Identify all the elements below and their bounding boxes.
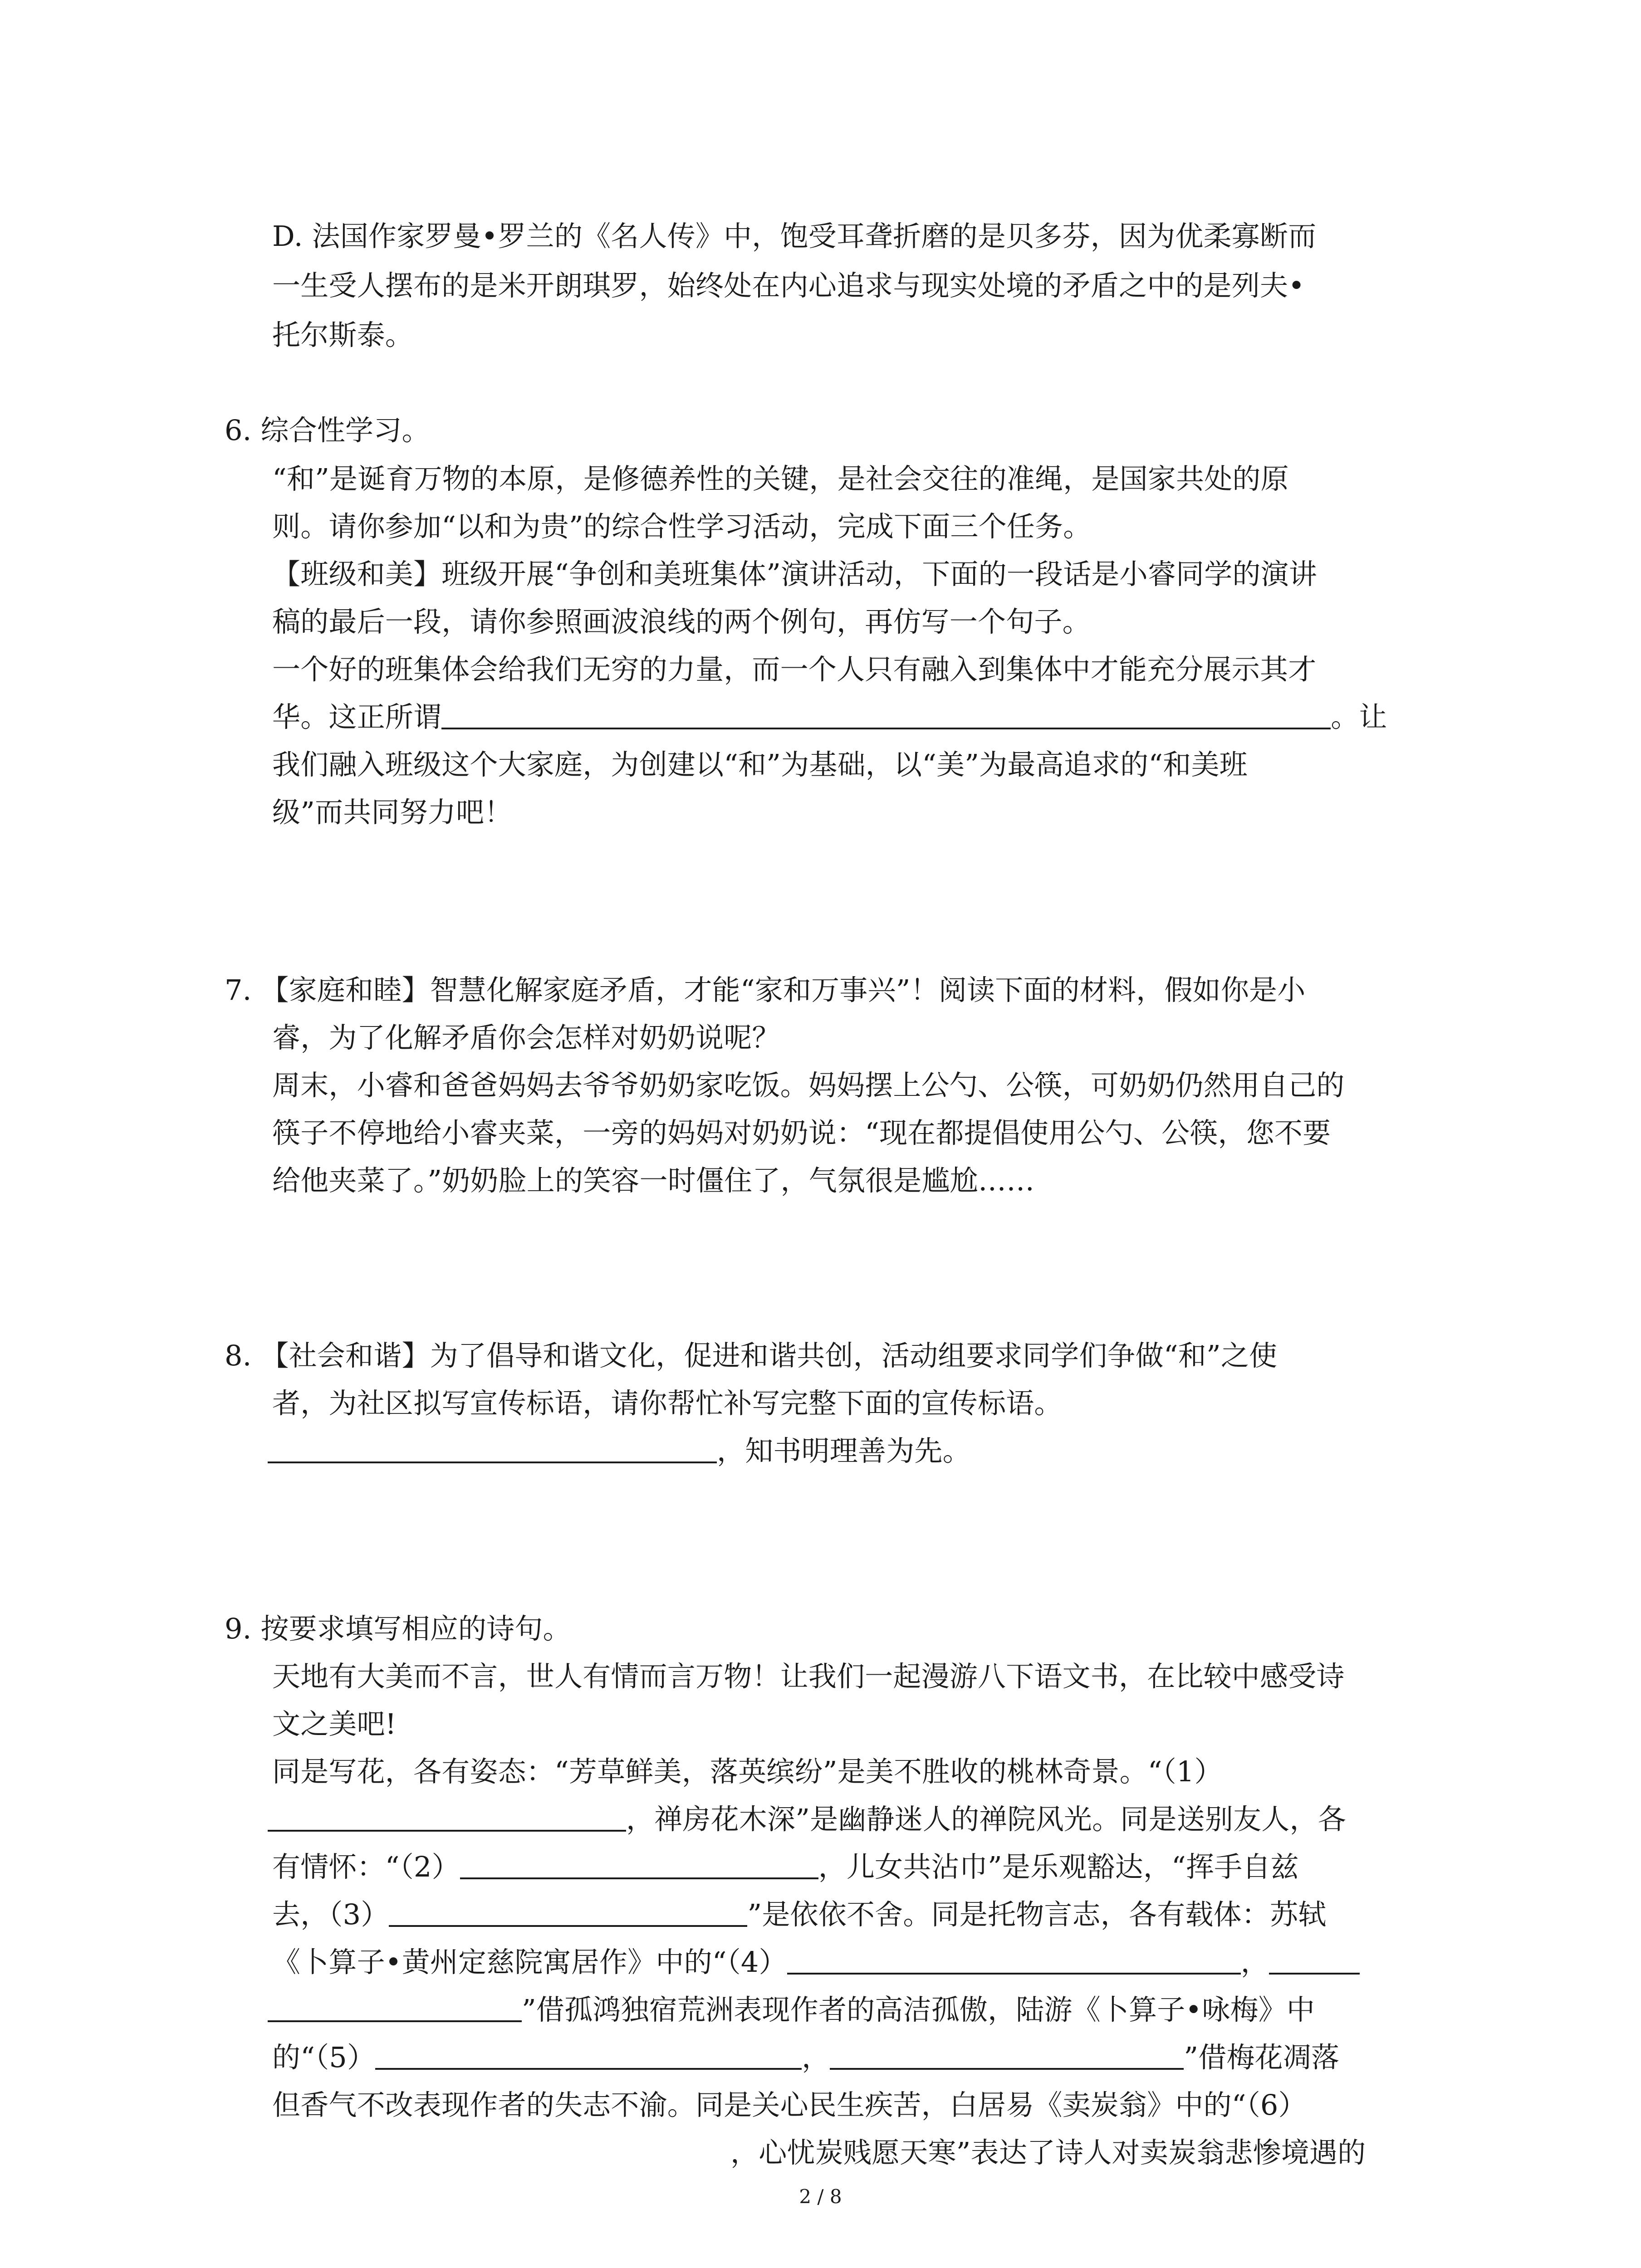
page-number: 2 / 8 bbox=[799, 2185, 842, 2208]
question-9-line-11: 但香气不改表现作者的失志不渝。同是关心民生疾苦，白居易《卖炭翁》中的“（6） bbox=[272, 2088, 1307, 2121]
question-6-speech-line-3: 我们融入班级这个大家庭，为创建以“和”为基础，以“美”为最高追求的“和美班 bbox=[272, 748, 1248, 781]
question-9-line-8-text-a: 《卜算子•黄州定慈院寓居作》中的“（4） bbox=[272, 1945, 787, 1979]
question-9-line-3: 文之美吧! bbox=[272, 1707, 397, 1740]
answer-blank-q9-1[interactable] bbox=[268, 1805, 626, 1832]
question-9-line-6-text-a: 有情怀：“（2） bbox=[272, 1850, 460, 1883]
question-6-intro-line-1: “和”是诞育万物的本原，是修德养性的关键，是社会交往的准绳，是国家共处的原 bbox=[272, 462, 1289, 495]
question-9-line-10-text-c: ”借梅花凋落 bbox=[1184, 2041, 1340, 2074]
option-d-line-3: 托尔斯泰。 bbox=[272, 318, 414, 352]
question-9-line-9 bbox=[268, 1993, 1315, 2026]
answer-blank-q9-4b-start[interactable] bbox=[1269, 1948, 1360, 1975]
question-9-line-10-text-b: ， bbox=[802, 2041, 830, 2074]
question-9-line-6-text-b: ，儿女共沾巾”是乐观豁达，“挥手自兹 bbox=[818, 1850, 1299, 1883]
answer-blank-q9-3[interactable] bbox=[389, 1901, 747, 1927]
question-9-line-7-text-b: ”是依依不舍。同是托物言志，各有载体：苏轼 bbox=[747, 1898, 1327, 1931]
question-9-line-2: 天地有大美而不言，世人有情而言万物！让我们一起漫游八下语文书，在比较中感受诗 bbox=[272, 1660, 1345, 1693]
speech-text-after-blank: 。让 bbox=[1331, 700, 1387, 733]
question-6-title: 6. 综合性学习。 bbox=[225, 414, 430, 447]
option-d-line-1: D. 法国作家罗曼•罗兰的《名人传》中，饱受耳聋折磨的是贝多芬，因为优柔寡断而 bbox=[272, 220, 1317, 253]
question-9-line-9-text: ”借孤鸿独宿荒洲表现作者的高洁孤傲，陆游《卜算子•咏梅》中 bbox=[522, 1993, 1315, 2026]
question-9-line-6 bbox=[272, 1850, 1299, 1883]
question-7-line-2: 睿，为了化解矛盾你会怎样对奶奶说呢？ bbox=[272, 1021, 780, 1054]
question-9-line-4: 同是写花，各有姿态：“芳草鲜美，落英缤纷”是美不胜收的桃林奇景。“（1） bbox=[272, 1755, 1223, 1788]
question-9-line-7-text-a: 去，（3） bbox=[272, 1898, 389, 1931]
speech-text-before-blank: 华。这正所谓 bbox=[272, 700, 442, 733]
question-6-task-line-1: 【班级和美】班级开展“争创和美班集体”演讲活动，下面的一段话是小睿同学的演讲 bbox=[272, 557, 1317, 591]
slogan-text-after-blank: ，知书明理善为先。 bbox=[717, 1434, 971, 1467]
question-6-task-line-2: 稿的最后一段，请你参照画波浪线的两个例句，再仿写一个句子。 bbox=[272, 605, 1091, 638]
question-7-line-3: 周末，小睿和爸爸妈妈去爷爷奶奶家吃饭。妈妈摆上公勺、公筷，可奶奶仍然用自己的 bbox=[272, 1069, 1345, 1102]
option-d-line-2: 一生受人摆布的是米开朗琪罗，始终处在内心追求与现实处境的矛盾之中的是列夫• bbox=[272, 269, 1305, 302]
question-9-line-12: ，心忧炭贱愿天寒”表达了诗人对卖炭翁悲惨境遇的 bbox=[730, 2136, 1366, 2169]
answer-blank-q6[interactable] bbox=[441, 703, 1331, 729]
question-6-speech-line-2 bbox=[272, 700, 1387, 733]
question-7-line-4: 筷子不停地给小睿夹菜，一旁的妈妈对奶奶说：“现在都提倡使用公勺、公筷，您不要 bbox=[272, 1116, 1331, 1149]
answer-blank-q9-5a[interactable] bbox=[375, 2043, 802, 2070]
question-9-line-7 bbox=[272, 1898, 1327, 1931]
question-9-line-10 bbox=[272, 2043, 1339, 2072]
question-8-line-2: 者，为社区拟写宣传标语，请你帮忙补写完整下面的宣传标语。 bbox=[272, 1387, 1063, 1420]
question-8-slogan-line bbox=[268, 1434, 971, 1467]
question-8-line-1: 8. 【社会和谐】为了倡导和谐文化，促进和谐共创，活动组要求同学们争做“和”之使 bbox=[225, 1339, 1278, 1372]
question-6-intro-line-2: 则。请你参加“以和为贵”的综合性学习活动，完成下面三个任务。 bbox=[272, 510, 1092, 543]
answer-blank-q9-4a[interactable] bbox=[787, 1948, 1241, 1975]
question-9-line-8 bbox=[272, 1945, 1360, 1979]
question-9-line-1: 9. 按要求填写相应的诗句。 bbox=[225, 1612, 571, 1645]
answer-blank-q9-5b[interactable] bbox=[830, 2043, 1184, 2070]
question-7-line-5: 给他夹菜了。”奶奶脸上的笑容一时僵住了，气氛很是尴尬…… bbox=[272, 1164, 1035, 1197]
question-6-speech-line-4: 级”而共同努力吧！ bbox=[272, 796, 513, 829]
answer-blank-q9-2[interactable] bbox=[460, 1853, 818, 1879]
question-9-line-10-text-a: 的“（5） bbox=[272, 2041, 376, 2074]
answer-blank-q9-4b-end[interactable] bbox=[268, 1996, 522, 2022]
question-9-line-5-text: ，禅房花木深”是幽静迷人的禅院风光。同是送别友人，各 bbox=[626, 1803, 1346, 1836]
answer-blank-q8[interactable] bbox=[268, 1437, 717, 1463]
question-9-line-5 bbox=[268, 1803, 1346, 1836]
question-6-speech-line-1: 一个好的班集体会给我们无穷的力量，而一个人只有融入到集体中才能充分展示其才 bbox=[272, 653, 1317, 686]
question-7-line-1: 7. 【家庭和睦】智慧化解家庭矛盾，才能“家和万事兴”！阅读下面的材料，假如你是小 bbox=[225, 973, 1306, 1007]
question-9-line-8-text-b: ， bbox=[1240, 1945, 1269, 1979]
